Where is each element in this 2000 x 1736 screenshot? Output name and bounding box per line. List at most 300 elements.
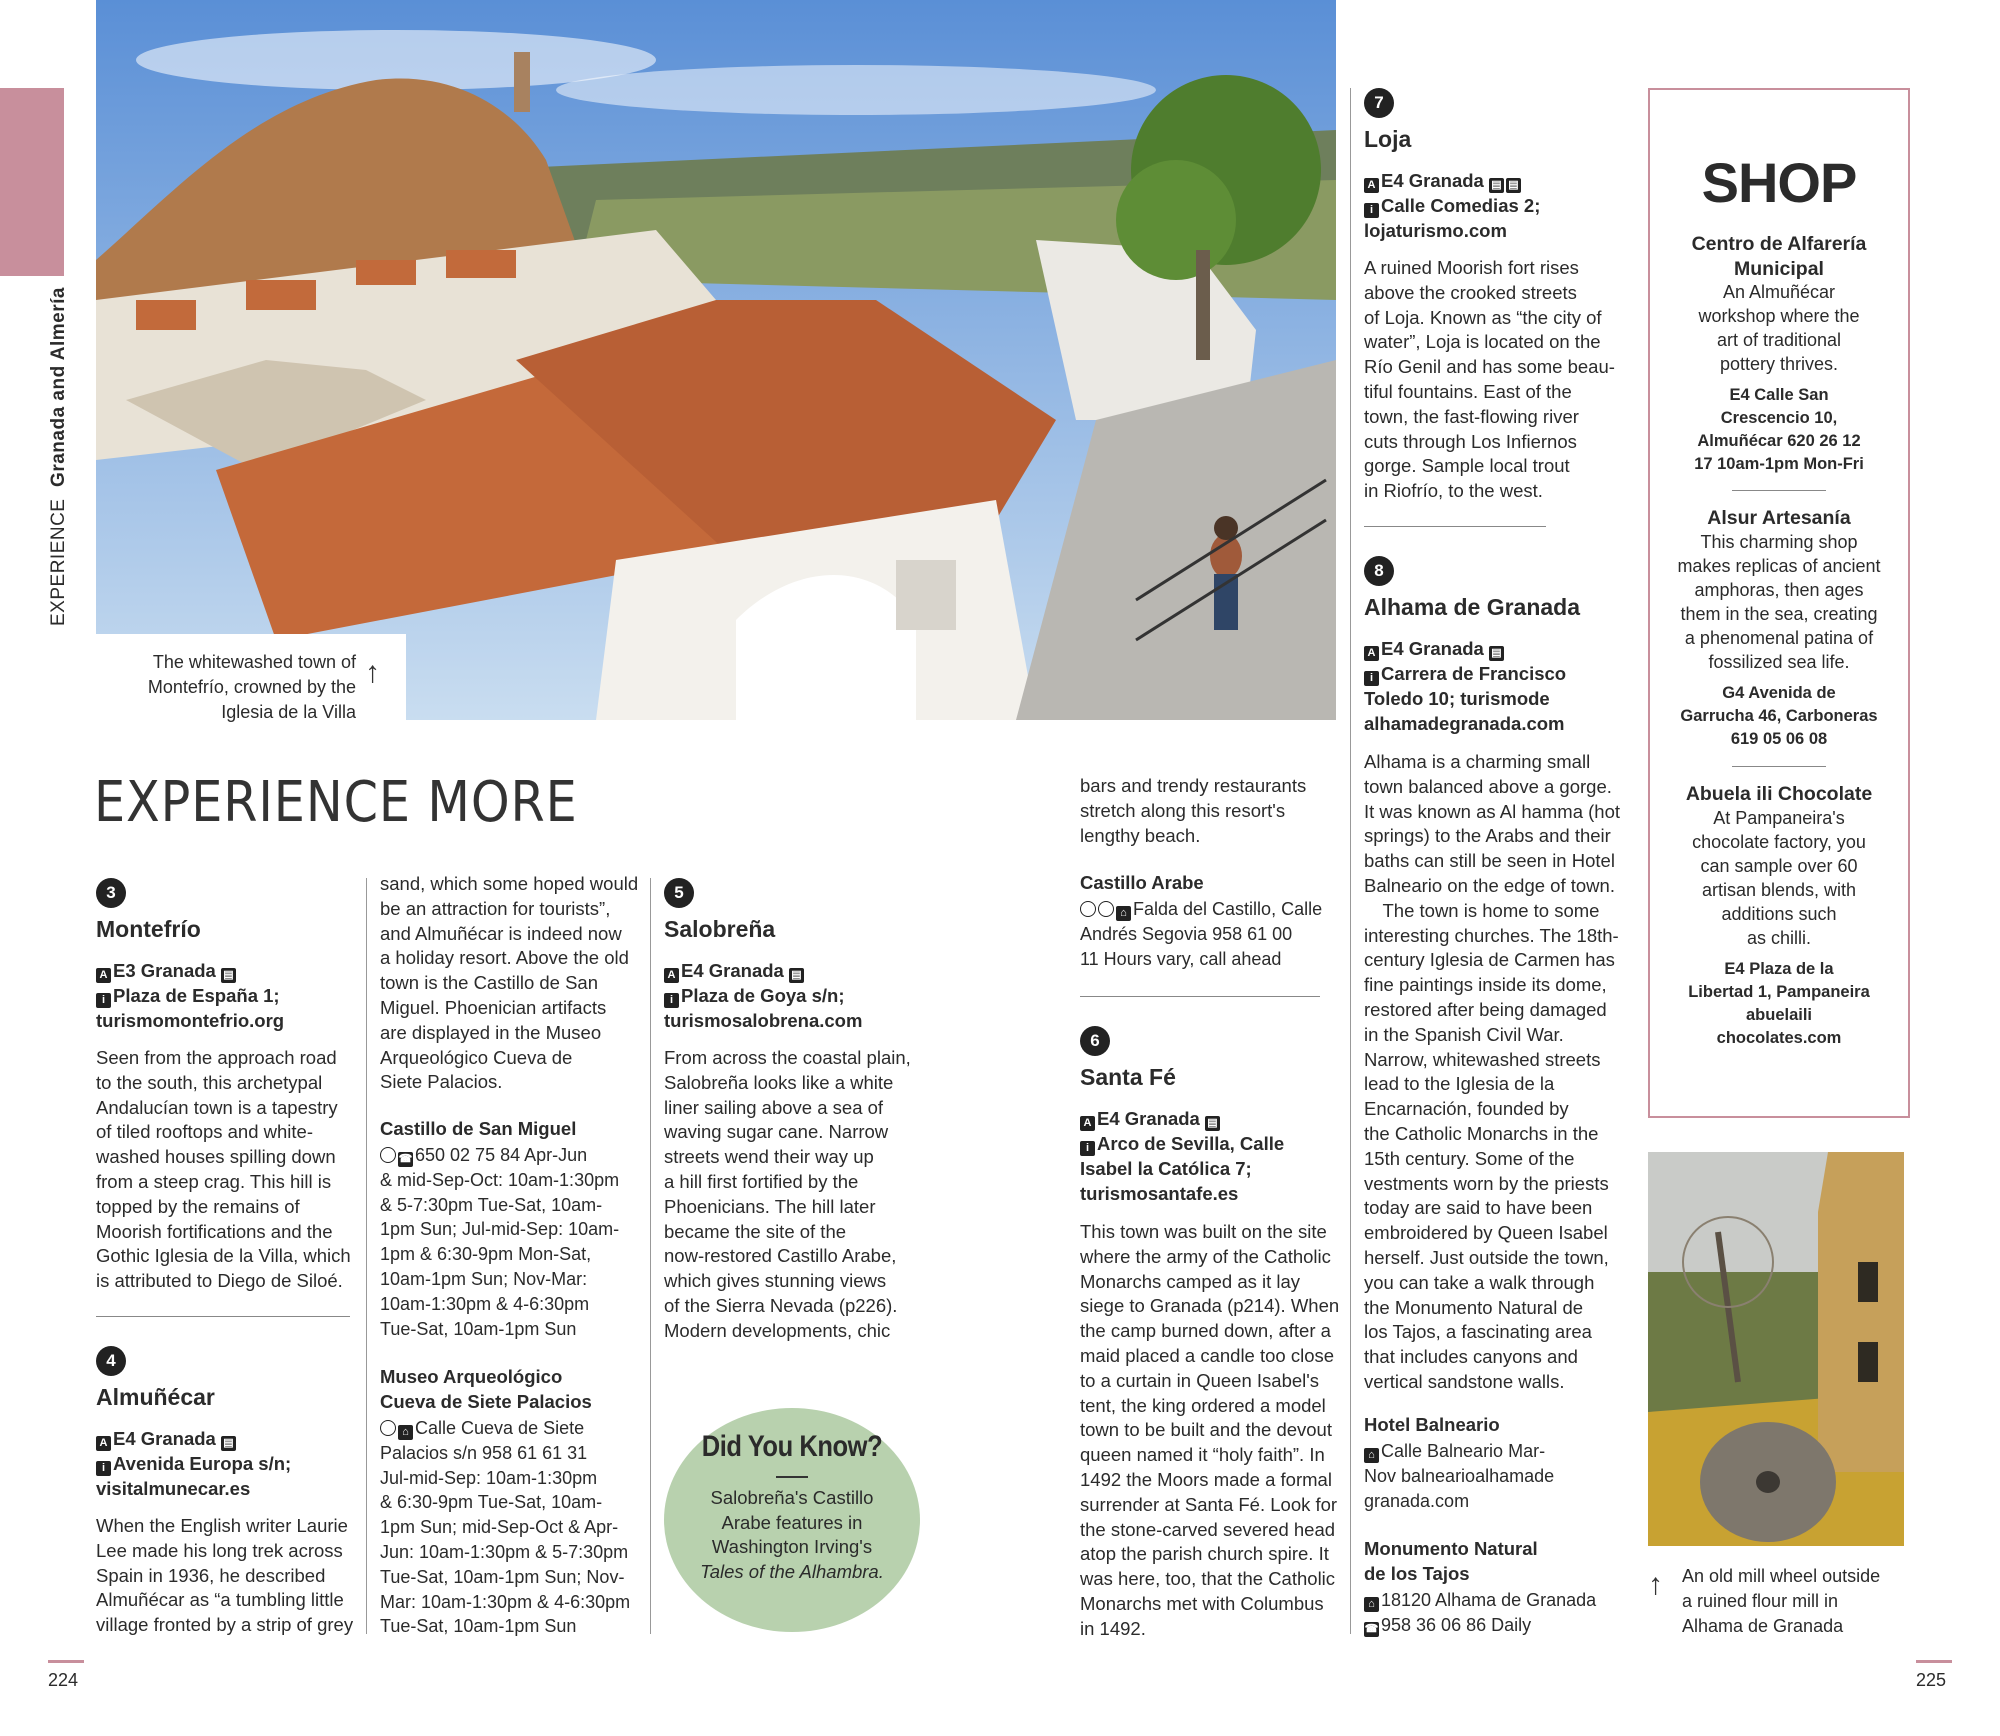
body-line: tiful fountains. East of the [1364,380,1572,402]
entry-body [1080,774,1340,848]
info-line: Almuñécar 620 26 12 [1697,432,1861,450]
montefrio-photo [96,0,1336,720]
info-text: Calle Balneario Mar- [1381,1441,1546,1461]
wheelchair-icon [380,1147,396,1163]
body-line: today are said to have been [1364,1197,1593,1219]
body-line: vestments worn by the priests [1364,1172,1609,1194]
map-ref [664,958,862,983]
bus-icon: ▤ [1205,1116,1220,1131]
column-rule [366,878,367,1634]
desc-line: can sample over 60 [1700,856,1858,876]
attraction-info [380,1416,640,1639]
desc-line: artisan blends, with [1701,880,1857,900]
address-line: Isabel la Católica 7; [1080,1158,1252,1179]
body-line: town, the fast-flowing river [1364,405,1579,427]
body-line: lengthy beach. [1080,824,1201,846]
address-icon: ⌂ [1364,1448,1379,1463]
caption-line: Montefrío, crowned by the [147,677,356,697]
arrow-up-icon: ↑ [1648,1568,1663,1601]
running-header [48,287,70,626]
map-ref [1080,1106,1284,1131]
info-text: E4 Granada [113,1428,216,1449]
info-line: Mar: 10am-1:30pm & 4-6:30pm [380,1591,631,1612]
website-link[interactable]: turismosantafe.es [1080,1183,1239,1204]
body-line: Spain in 1936, he described [96,1564,326,1586]
body-line: Encarnación, founded by [1364,1098,1569,1120]
desc-line: amphoras, then ages [1694,580,1864,600]
entry-title: Loja [1364,126,1412,152]
callout-line: Salobreña's Castillo [710,1487,874,1508]
body-line: which gives stunning views [664,1270,887,1292]
map-ref [1364,168,1540,193]
info-text: Avenida Europa s/n; [113,1453,292,1474]
info-line: Tue-Sat, 10am-1pm Sun [380,1318,577,1339]
caption-line: The whitewashed town of [152,652,356,672]
body-line: 15th century. Some of the [1364,1147,1575,1169]
entry-number: 5 [664,878,694,908]
info-text: Arco de Sevilla, Calle [1097,1133,1285,1154]
title-line: Museo Arqueológico [380,1366,563,1387]
bus-icon: ▤ [221,1436,236,1451]
body-line: When the English writer Laurie [96,1515,348,1536]
info-line: 17 10am-1pm Mon-Fri [1694,455,1864,473]
section-label: EXPERIENCE [48,498,69,626]
info-line: abuelaili [1745,1006,1813,1024]
shop-name [1667,506,1891,531]
body-line: cuts through Los Infiernos [1364,430,1577,452]
bus-icon: ▤ [1489,646,1504,661]
body-line: washed houses spilling down [96,1146,336,1168]
info-line: Garrucha 46, Carboneras [1680,707,1878,725]
phone-icon: ☎ [1364,1622,1379,1635]
body-line: Phoenicians. The hill later [664,1195,876,1217]
entry-number: 7 [1364,88,1394,118]
entry-title: Montefrío [96,916,201,942]
body-line: became the site of the [664,1220,847,1242]
region-label: Granada and Almería [48,287,69,487]
entry-info [96,958,284,1033]
body-line: Moorish fortifications and the [96,1220,333,1242]
divider [96,1316,350,1317]
body-line: Río Genil and has some beau- [1364,356,1615,378]
info-text: E3 Granada [113,960,216,981]
body-line: and Almuñécar is indeed now [380,922,622,944]
body-line: It was known as Al hamma (hot [1364,800,1621,822]
train-icon: ▤ [1489,178,1504,193]
info-line: & 5-7:30pm Tue-Sat, 10am- [380,1194,603,1215]
info-text: E4 Granada [1097,1108,1200,1129]
info-text: E4 Granada [1381,170,1484,191]
shop-description [1667,806,1891,950]
wheelchair-icon [1080,901,1096,917]
body-line: A ruined Moorish fort rises [1364,257,1579,278]
entry-number: 3 [96,878,126,908]
name-line: Alsur Artesanía [1707,507,1851,529]
body-line: was here, too, that the Catholic [1080,1568,1336,1590]
map-ref [96,1426,291,1451]
body-line: Balneario on the edge of town. [1364,874,1615,896]
entry-info [1364,168,1540,243]
entry-info [96,1426,291,1501]
attraction-info [380,1143,640,1341]
body-line: queen named it “holy faith”. In [1080,1444,1325,1466]
info-text: Falda del Castillo, Calle [1133,899,1323,919]
body-line: lead to the Iglesia de la [1364,1073,1555,1095]
attraction-info [1080,897,1340,971]
shop-description [1667,280,1891,376]
info-line: 10am-1:30pm & 4-6:30pm [380,1293,590,1314]
bus-icon: ▤ [221,968,236,983]
map-icon: A [664,968,679,983]
attraction-title: Castillo de San Miguel [380,1118,577,1139]
body-line: los Tajos, a fascinating area [1364,1321,1592,1343]
website-link[interactable]: lojaturismo.com [1364,220,1507,241]
body-line: Miguel. Phoenician artifacts [380,996,607,1018]
info-icon: i [1364,671,1379,686]
bus-icon: ▤ [1506,178,1521,193]
map-icon: A [1364,178,1379,193]
body-line: from a steep crag. This hill is [96,1170,332,1192]
section-tab [0,88,64,276]
entry-info [1364,636,1566,736]
info-line: Tue-Sat, 10am-1pm Sun; Nov- [380,1566,625,1587]
title-line: de los Tajos [1364,1563,1470,1584]
info-line: Jul-mid-Sep: 10am-1:30pm [380,1467,598,1488]
body-line: restored after being damaged [1364,998,1607,1020]
shop-description [1667,530,1891,674]
map-icon: A [1080,1116,1095,1131]
map-ref [96,958,284,983]
body-line: Monarchs met with Columbus [1080,1592,1324,1614]
desc-line: a phenomenal patina of [1684,628,1874,648]
body-line: Siete Palacios. [380,1071,503,1093]
body-line: where the army of the Catholic [1080,1245,1331,1267]
shop-info [1667,958,1891,1050]
body-line: vertical sandstone walls. [1364,1370,1565,1392]
body-line: Alhama is a charming small [1364,751,1591,772]
body-line: Lee made his long trek across [96,1539,343,1561]
website-link[interactable]: alhamadegranada.com [1364,713,1565,734]
body-line: of tiled rooftops and white- [96,1121,313,1143]
body-line: of the Sierra Nevada (p226). [664,1294,898,1316]
entry-body [96,1514,356,1638]
body-line: that includes canyons and [1364,1346,1578,1368]
column-rule [650,878,651,1634]
entry-title: Santa Fé [1080,1064,1176,1090]
photo-caption [124,650,356,725]
body-line: bars and trendy restaurants [1080,775,1307,796]
body-line: to the south, this archetypal [96,1071,323,1093]
body-line: siege to Granada (p214). When [1080,1295,1340,1317]
info-line: 1pm Sun; mid-Sep-Oct & Apr- [380,1517,619,1538]
info-line: 1pm & 6:30-9pm Mon-Sat, [380,1244,592,1265]
info-text: Calle Comedias 2; [1381,195,1541,216]
body-line: 1492 the Moors made a formal [1080,1468,1332,1490]
body-line: a holiday resort. Above the old [380,947,629,969]
info-line: 11 Hours vary, call ahead [1080,948,1282,969]
callout-title: Did You Know? [701,1430,883,1463]
divider [1364,526,1546,527]
info-line: & 6:30-9pm Tue-Sat, 10am- [380,1492,603,1513]
body-line: town to be built and the devout [1080,1419,1332,1441]
divider [1732,490,1826,491]
entry-body [380,872,640,1095]
callout-line: Arabe features in [721,1511,863,1533]
info-text: 650 02 75 84 Apr-Jun [415,1145,588,1165]
body-line: village fronted by a strip of grey [96,1614,354,1636]
body-line: gorge. Sample local trout [1364,455,1570,477]
info-text: Plaza de Goya s/n; [681,985,845,1006]
info-line: Andrés Segovia 958 61 00 [1080,923,1293,944]
info-line [380,1416,640,1441]
page-marker [48,1660,84,1663]
column-rule [1350,88,1351,1634]
attraction-title: Hotel Balneario [1364,1414,1500,1435]
entry-number: 4 [96,1346,126,1376]
entry-info [1080,1106,1284,1206]
info-icon: i [1364,203,1379,218]
desc-line: fossilized sea life. [1708,652,1850,672]
entry-body [96,1046,356,1294]
caption-line: Iglesia de la Villa [221,702,356,722]
body-line: the stone-carved severed head [1080,1518,1336,1540]
body-line: the camp burned down, after a [1080,1320,1331,1342]
entry-body [1364,256,1626,504]
body-line: of Loja. Known as “the city of [1364,306,1602,328]
body-line: in the Spanish Civil War. [1364,1023,1564,1045]
body-line: sand, which some hoped would [380,873,639,894]
address-icon: ⌂ [1364,1597,1379,1612]
body-line: to a curtain in Queen Isabel's [1080,1369,1320,1391]
body-line: Gothic Iglesia de la Villa, which [96,1245,351,1267]
info-line [1364,1588,1626,1613]
info-icon: i [96,993,111,1008]
body-line: tent, the king ordered a model [1080,1394,1326,1416]
section-heading: EXPERIENCE MORE [94,770,578,835]
title-line: Cueva de Siete Palacios [380,1391,592,1412]
info-line: Libertad 1, Pampaneira [1688,983,1870,1001]
info-line: granada.com [1364,1490,1470,1511]
shop-name [1667,232,1891,282]
info-line: 10am-1pm Sun; Nov-Mar: [380,1268,588,1289]
info-line: & mid-Sep-Oct: 10am-1:30pm [380,1169,620,1190]
body-line: This town was built on the site [1080,1221,1327,1242]
desc-line: them in the sea, creating [1680,604,1878,624]
page-marker [1916,1660,1952,1663]
entry-title: Salobreña [664,916,776,942]
divider [1080,996,1320,997]
body-line: town balanced above a gorge. [1364,775,1612,797]
map-icon: A [1364,646,1379,661]
did-you-know-callout [664,1408,920,1632]
attraction-info [1364,1588,1626,1638]
info-line: E4 Plaza de la [1724,960,1834,978]
address-icon: ⌂ [398,1425,413,1440]
info-line [1364,1439,1626,1464]
desc-line: At Pampaneira's [1713,808,1845,828]
body-line: waving sugar cane. Narrow [664,1121,889,1143]
info-text: 18120 Alhama de Granada [1381,1590,1597,1610]
body-line: liner sailing above a sea of [664,1096,884,1118]
website-link[interactable]: chocolates.com [1716,1029,1842,1047]
shop-info [1667,384,1891,476]
body-line: stretch along this resort's [1080,799,1286,821]
address [96,983,284,1008]
body-line: Almuñécar as “a tumbling little [96,1589,344,1611]
desc-line: chocolate factory, you [1692,832,1866,852]
shop-title: SHOP [1701,151,1857,214]
caption-line: Alhama de Granada [1682,1616,1844,1636]
body-line: topped by the remains of [96,1195,300,1217]
body-line: Andalucían town is a tapestry [96,1096,338,1118]
wheelchair-icon [380,1420,396,1436]
info-text: Plaza de España 1; [113,985,280,1006]
map-ref [1364,636,1566,661]
body-line: are displayed in the Museo [380,1021,602,1043]
body-line: atop the parish church spire. It [1080,1543,1329,1565]
info-line: Jun: 10am-1:30pm & 5-7:30pm [380,1541,629,1562]
info-icon: i [1080,1141,1095,1156]
info-line: E4 Calle San [1729,386,1829,404]
info-line [1364,1613,1626,1638]
address [1364,193,1540,218]
desc-line: additions such [1721,904,1837,924]
body-line: Modern developments, chic [664,1319,891,1341]
body-line: maid placed a candle too close [1080,1344,1335,1366]
divider [1732,766,1826,767]
info-text: E4 Granada [681,960,784,981]
caption-line: An old mill wheel outside [1682,1566,1881,1586]
info-text: Calle Cueva de Siete [415,1418,585,1438]
entry-number: 8 [1364,556,1394,586]
address [1080,1131,1284,1156]
ticket-icon [1098,901,1114,917]
body-line: be an attraction for tourists”, [380,897,611,919]
body-line: embroidered by Queen Isabel [1364,1222,1608,1244]
entry-title: Almuñécar [96,1384,215,1410]
desc-line: An Almuñécar [1722,282,1836,302]
body-line: a hill first fortified by the [664,1170,859,1192]
body-line: Narrow, whitewashed streets [1364,1048,1601,1070]
info-line [380,1143,640,1168]
caption-line: a ruined flour mill in [1682,1591,1839,1611]
shop-info [1667,682,1891,751]
entry-info [664,958,862,1033]
info-text: 958 36 06 86 Daily [1381,1614,1532,1635]
info-line: Palacios s/n 958 61 61 31 [380,1442,588,1463]
body-line: springs) to the Arabs and their [1364,825,1611,847]
photo-caption [1682,1564,1902,1639]
body-line: water”, Loja is located on the [1364,331,1601,353]
entry-body [664,1046,924,1344]
website-link[interactable]: visitalmunecar.es [96,1478,251,1499]
desc-line: makes replicas of ancient [1677,556,1881,576]
entry-body [1080,1220,1342,1642]
entry-title: Alhama de Granada [1364,594,1581,620]
body-line: the Monumento Natural de [1364,1296,1584,1318]
info-line: Crescencio 10, [1720,409,1838,427]
attraction-title [1364,1536,1538,1586]
mill-wheel-photo [1648,1152,1904,1546]
desc-line: This charming shop [1700,532,1858,552]
body-line: is attributed to Diego de Siloé. [96,1270,343,1292]
address-line: Toledo 10; turismode [1364,688,1550,709]
body-line: herself. Just outside the town, [1364,1246,1609,1268]
desc-line: art of traditional [1716,330,1842,350]
info-text: Carrera de Francisco [1381,663,1567,684]
info-line: Nov balnearioalhamade [1364,1465,1555,1486]
body-line: fine paintings inside its dome, [1364,974,1607,996]
desc-line: pottery thrives. [1719,354,1839,374]
attraction-info [1364,1439,1626,1513]
name-line: Municipal [1734,258,1824,280]
info-text: E4 Granada [1381,638,1484,659]
info-line [1080,897,1340,922]
info-line: 1pm Sun; Jul-mid-Sep: 10am- [380,1219,620,1240]
callout-line: Tales of the Alhambra. [700,1560,884,1582]
body-line: streets wend their way up [664,1146,874,1168]
map-icon: A [96,968,111,983]
body-line: The town is home to some [1364,899,1600,921]
website-link[interactable]: turismomontefrio.org [96,1010,285,1031]
title-line: Monumento Natural [1364,1538,1538,1559]
info-line: G4 Avenida de [1722,684,1836,702]
info-icon: i [664,993,679,1008]
body-line: town is the Castillo de San [380,972,599,994]
map-icon: A [96,1436,111,1451]
name-line: Centro de Alfarería [1691,233,1867,255]
page-number-left: 224 [48,1670,79,1690]
body-line: surrender at Santa Fé. Look for [1080,1493,1338,1515]
attraction-title: Castillo Arabe [1080,872,1204,893]
info-icon: i [96,1461,111,1476]
info-line: 619 05 06 08 [1730,730,1828,748]
attraction-title [380,1364,592,1414]
body-line: From across the coastal plain, [664,1047,911,1068]
entry-body [1364,750,1626,1395]
phone-icon: ☎ [398,1153,413,1165]
body-line: now-restored Castillo Arabe, [664,1245,897,1267]
bus-icon: ▤ [789,968,804,983]
body-line: the Catholic Monarchs in the [1364,1122,1599,1144]
body-line: Arqueológico Cueva de [380,1046,573,1068]
address [1364,661,1566,686]
desc-line: as chilli. [1746,928,1812,948]
address [664,983,862,1008]
body-line: in 1492. [1080,1617,1146,1639]
body-line: Salobreña looks like a white [664,1071,894,1093]
address [96,1451,291,1476]
callout-line: Washington Irving's [711,1536,873,1557]
body-line: century Iglesia de Carmen has [1364,949,1615,971]
body-line: you can take a walk through [1364,1271,1595,1293]
body-line: above the crooked streets [1364,281,1577,303]
page-number-right: 225 [1916,1670,1947,1690]
shop-name [1667,782,1891,807]
desc-line: workshop where the [1698,306,1860,326]
address-icon: ⌂ [1116,906,1131,921]
body-line: in Riofrío, to the west. [1364,480,1543,502]
body-line: baths can still be seen in Hotel [1364,850,1615,872]
website-link[interactable]: turismosalobrena.com [664,1010,863,1031]
entry-number: 6 [1080,1026,1110,1056]
body-line: Seen from the approach road [96,1047,337,1068]
body-line: interesting churches. The 18th- [1364,924,1619,946]
name-line: Abuela ili Chocolate [1685,783,1873,805]
arrow-up-icon: ↑ [365,656,380,689]
callout-rule [776,1476,808,1478]
callout-text [692,1486,892,1584]
